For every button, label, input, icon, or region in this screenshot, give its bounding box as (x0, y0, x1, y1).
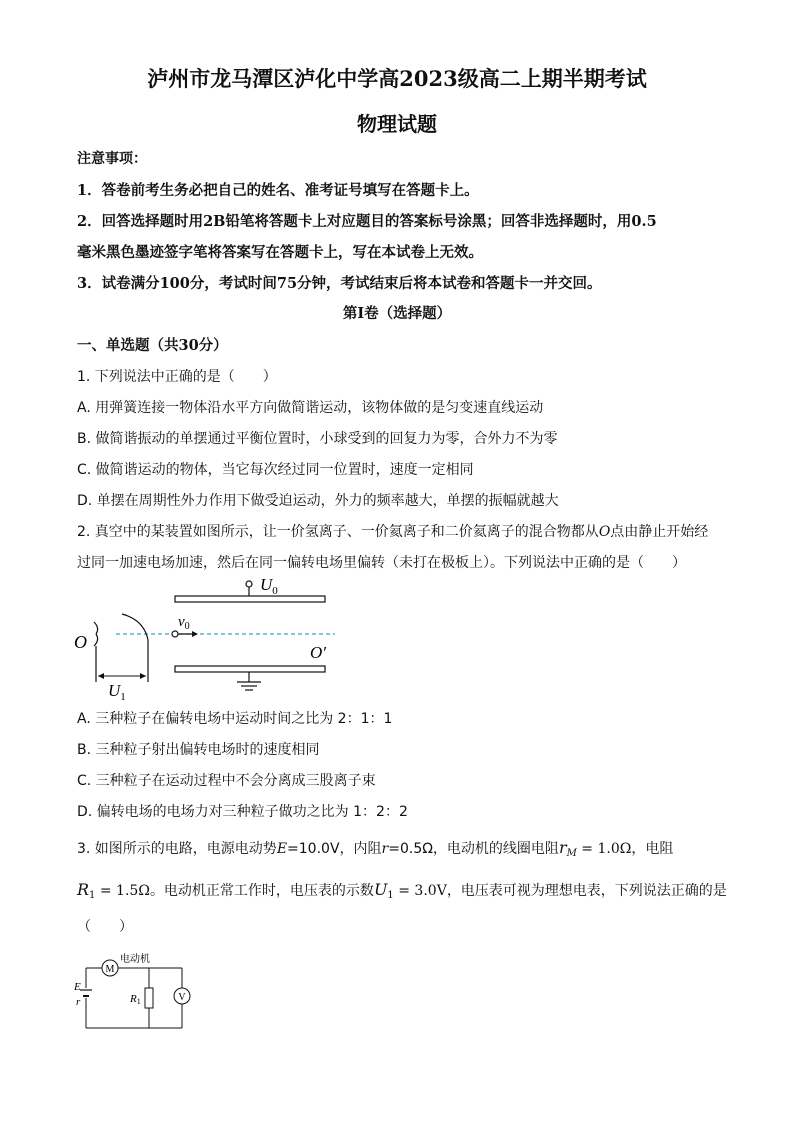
q3-u1-value: = 3.0V (393, 883, 447, 899)
q3-r-symbol: r (381, 841, 389, 857)
exam-subtitle: 物理试题 (357, 112, 437, 136)
q3-stem-line2 (77, 880, 727, 901)
q2-stem-part-b: 点由静止开始经 (610, 524, 709, 540)
q1-stem: 1. 下列说法中正确的是（ ） (77, 369, 277, 385)
q2-stem-part-a: 2. 真空中的某装置如图所示，让一价氢离子、一价氦离子和二价氦离子的混合物都从 (77, 524, 599, 540)
notice-item-3: 3．试卷满分100分，考试时间75分钟，考试结束后将本试卷和答题卡一并交回。 (77, 275, 602, 292)
label-v0: $v_0$ (178, 614, 190, 632)
q3-stem-d: ，电压表可视为理想电表，下列说法正确的是 (446, 883, 727, 899)
q3-rm-symbol: r (558, 838, 567, 857)
upper-terminal (246, 581, 252, 587)
label-o-prime: O′ (310, 643, 326, 662)
velocity-arrow-head (192, 631, 198, 637)
q3-stem-line1 (77, 838, 673, 859)
u1-arrow-left-head (98, 673, 104, 679)
notice-item-2: 2．回答选择题时用2B铅笔将答题卡上对应题目的答案标号涂黑；回答非选择题时，用0.5 (77, 213, 657, 230)
label-u1: $U_1$ (108, 681, 126, 703)
resistor-icon (145, 988, 153, 1008)
q2-option-a: A. 三种粒子在偏转电场中运动时间之比为 2：1：1 (77, 711, 393, 727)
u1-arrow-right-head (140, 673, 146, 679)
q3-r-value: =0.5Ω，电动机的线圈电阻 (388, 841, 559, 857)
q2-stem-line1 (77, 521, 708, 541)
q2-option-b: B. 三种粒子射出偏转电场时的速度相同 (77, 742, 320, 758)
q3-stem-paren: （ ） (77, 919, 133, 935)
section-heading: 一、单选题（共30分） (77, 337, 228, 354)
q3-emf-symbol: E (276, 841, 288, 857)
q2-stem-line2: 过同一加速电场加速，然后在同一偏转电场里偏转（未打在极板上）。下列说法中正确的是（ ） (77, 555, 686, 571)
notice-item-1: 1．答卷前考生务必把自己的姓名、准考证号填写在答题卡上。 (77, 182, 479, 199)
q3-circuit-figure (74, 950, 204, 1035)
label-u0: $U_0$ (260, 575, 278, 597)
q2-stem-point: O (598, 524, 611, 540)
q2-figure (70, 570, 350, 705)
left-electrode-lower (94, 634, 98, 646)
lower-plate (175, 666, 325, 672)
q3-r1-sub: 1 (89, 890, 96, 901)
q1-option-d: D. 单摆在周期性外力作用下做受迫运动，外力的频率越大，单摆的振幅就越大 (77, 493, 559, 509)
notice-heading: 注意事项： (77, 151, 147, 167)
notice-item-2-cont: 毫米黑色墨迹签字笔将答案写在答题卡上，写在本试卷上无效。 (77, 244, 483, 261)
q3-rm-sub: M (566, 848, 577, 859)
exam-title: 泸州市龙马潭区泸化中学高2023级高二上期半期考试 (147, 66, 647, 91)
right-electrode (122, 614, 148, 640)
source-e-label: E (74, 981, 81, 993)
part-title: 第I卷（选择题） (342, 305, 452, 322)
q3-stem-b: ，电阻 (631, 841, 674, 857)
q2-option-c: C. 三种粒子在运动过程中不会分离成三股离子束 (77, 773, 376, 789)
q3-u1-sub: 1 (387, 890, 394, 901)
motor-label: 电动机 (120, 954, 150, 965)
q1-option-b: B. 做简谐振动的单摆通过平衡位置时，小球受到的回复力为零，合外力不为零 (77, 431, 558, 447)
q3-stem-a: 3. 如图所示的电路，电源电动势 (77, 841, 277, 857)
source-r-label: r (76, 996, 81, 1008)
left-electrode (94, 622, 98, 634)
q1-option-a: A. 用弹簧连接一物体沿水平方向做简谐运动，该物体做的是匀变速直线运动 (77, 400, 544, 416)
resistor-label: R1 (130, 993, 141, 1006)
q3-r1-value: = 1.5Ω (95, 883, 150, 899)
upper-plate (175, 596, 325, 602)
q1-option-c: C. 做简谐运动的物体，当它每次经过同一位置时，速度一定相同 (77, 462, 474, 478)
q3-emf-value: =10.0V，内阻 (287, 841, 382, 857)
q3-u1-symbol: U (373, 880, 388, 899)
q3-r1-symbol: R (77, 880, 90, 899)
q3-rm-value: = 1.0Ω (576, 841, 632, 857)
label-o: O (74, 632, 87, 652)
q3-stem-c: 。电动机正常工作时，电压表的示数 (149, 883, 374, 899)
particle (172, 631, 178, 637)
motor-symbol: M (105, 964, 115, 975)
voltmeter-symbol: V (178, 992, 186, 1003)
q2-option-d: D. 偏转电场的电场力对三种粒子做功之比为 1：2：2 (77, 804, 408, 820)
